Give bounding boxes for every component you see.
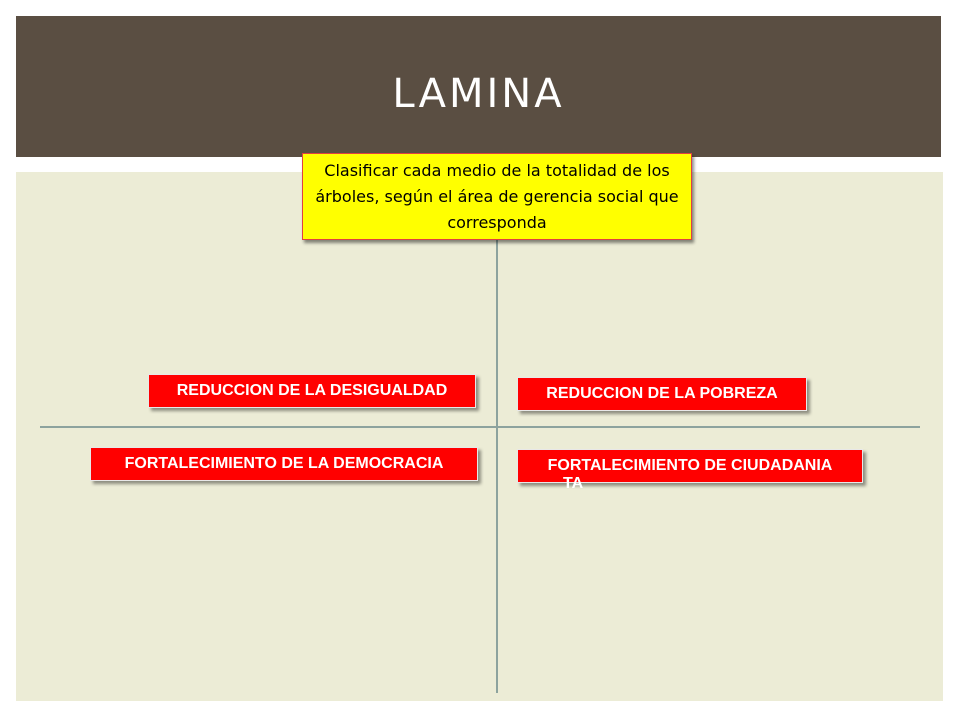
title-bar (16, 16, 941, 157)
instruction-box: Clasificar cada medio de la totalidad de los árboles, según el área de gerencia social que corresponda (302, 153, 692, 240)
label-reduccion-desigualdad: REDUCCION DE LA DESIGUALDAD (148, 374, 476, 408)
label-ciudadania-overflow-text: TA (563, 475, 584, 492)
label-reduccion-pobreza: REDUCCION DE LA POBREZA (517, 377, 807, 411)
horizontal-divider (40, 426, 920, 428)
label-fortalecimiento-ciudadania: FORTALECIMIENTO DE CIUDADANIA (517, 449, 863, 483)
slide-title: LAMINA (392, 70, 565, 117)
content-area (16, 172, 943, 701)
label-fortalecimiento-democracia: FORTALECIMIENTO DE LA DEMOCRACIA (90, 447, 478, 481)
vertical-divider (496, 230, 498, 693)
